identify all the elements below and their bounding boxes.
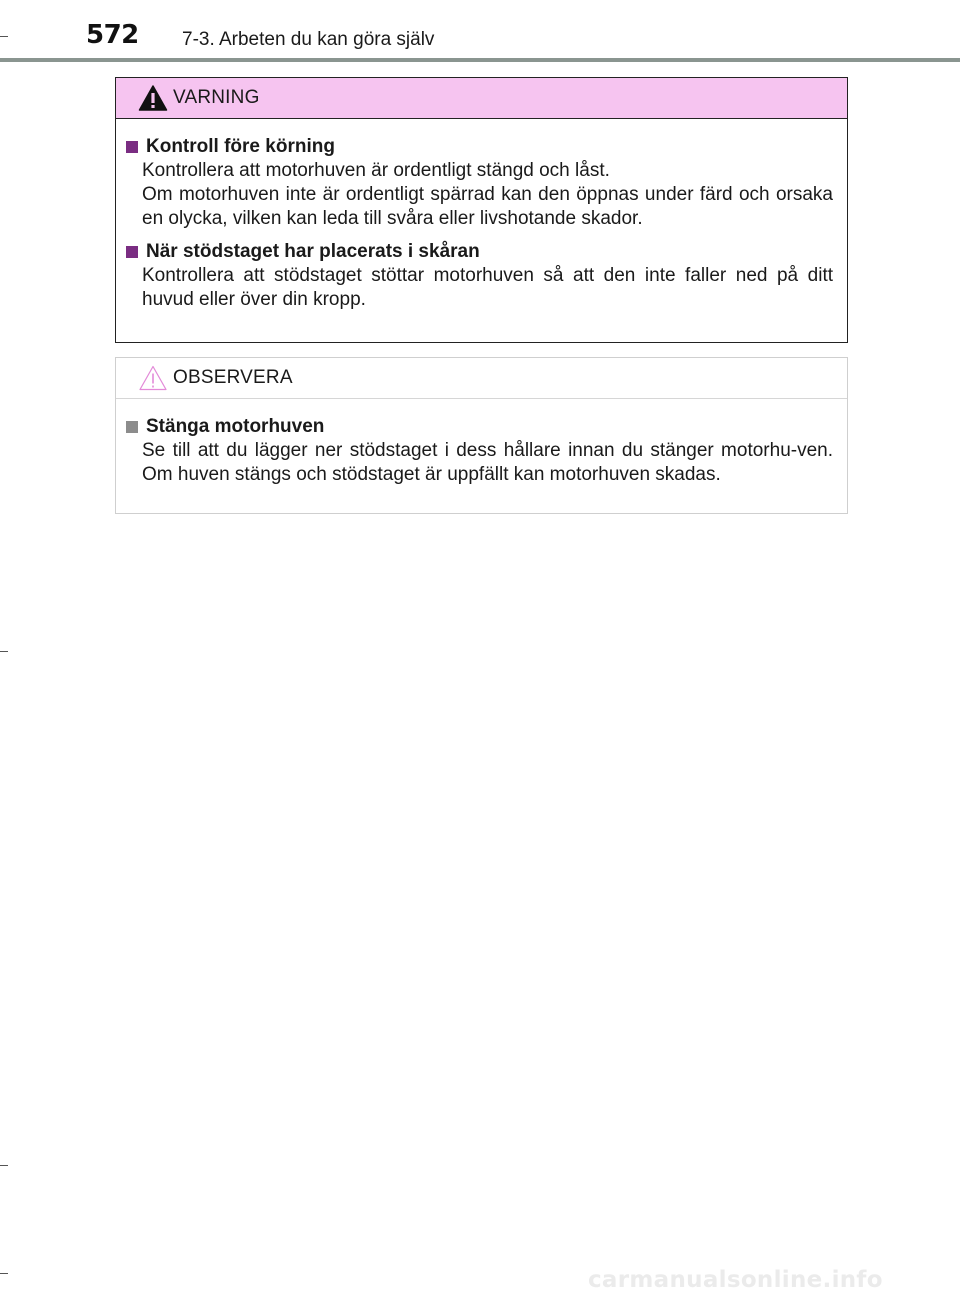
notice-item-title-text: Stänga motorhuven <box>146 416 325 437</box>
notice-item-text <box>142 439 833 487</box>
section-title: 7-3. Arbeten du kan göra själv <box>182 29 435 50</box>
warning-item-text <box>142 264 833 312</box>
warning-box-body <box>116 119 847 312</box>
warning-item-title <box>126 134 833 159</box>
warning-box-header <box>116 78 847 119</box>
warning-label: VARNING <box>173 87 260 108</box>
crop-mark-middle <box>0 651 8 652</box>
crop-mark-bottom <box>0 1273 8 1274</box>
warning-item-before-driving <box>126 134 833 231</box>
notice-box-body <box>116 399 847 487</box>
notice-item-title <box>126 414 833 439</box>
notice-box-header <box>116 358 847 399</box>
notice-item-closing-hood <box>126 414 833 487</box>
warning-item-paragraph: Kontrollera att stödstaget stöttar motorhuven så att den inte faller ned på ditt huvud eller över din kropp. <box>142 265 833 310</box>
notice-box <box>115 357 848 514</box>
warning-item-paragraph: Kontrollera att motorhuven är ordentligt stängd och låst. <box>142 160 610 181</box>
page-header <box>0 0 960 62</box>
page-number: 572 <box>86 20 139 50</box>
crop-mark-lower <box>0 1165 8 1166</box>
square-bullet-icon <box>126 421 138 433</box>
header-rule <box>0 58 960 62</box>
notice-triangle-icon <box>138 364 168 392</box>
watermark: carmanualsonline.info <box>588 1267 883 1293</box>
warning-item-title-text: När stödstaget har placerats i skåran <box>146 241 480 262</box>
warning-item-text <box>142 159 833 231</box>
warning-item-title-text: Kontroll före körning <box>146 136 335 157</box>
notice-item-paragraph: Se till att du lägger ner stödstaget i dess hållare innan du stänger motorhu-ven. Om huven stängs och stödstaget är uppfällt kan motorhuven skadas. <box>142 440 833 485</box>
square-bullet-icon <box>126 246 138 258</box>
warning-triangle-icon <box>138 84 168 112</box>
square-bullet-icon <box>126 141 138 153</box>
warning-item-paragraph: Om motorhuven inte är ordentligt spärrad kan den öppnas under färd och orsaka en olycka, vilken kan leda till svåra eller livshotande skador. <box>142 184 833 229</box>
warning-item-title <box>126 239 833 264</box>
notice-label: OBSERVERA <box>173 367 293 388</box>
warning-item-support-rod <box>126 239 833 312</box>
warning-box <box>115 77 848 343</box>
